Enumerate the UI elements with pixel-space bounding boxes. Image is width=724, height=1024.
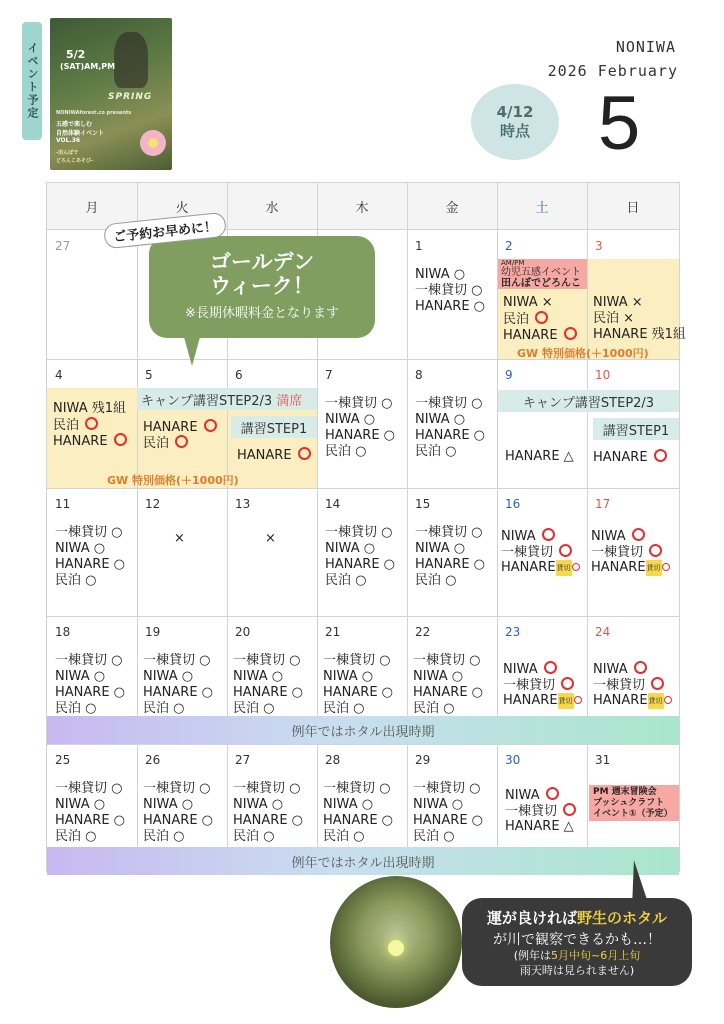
day-number: 22 [415, 625, 431, 639]
day-number: 10 [595, 368, 611, 382]
day-number: 21 [325, 625, 341, 639]
day-4-hanare [53, 433, 127, 450]
day-8-ittou: 一棟貸切 ○ [415, 396, 483, 411]
day-20-hanare: HANARE ○ [233, 685, 304, 700]
available-circle-icon [649, 544, 662, 557]
day-number: 8 [415, 368, 423, 382]
available-circle-icon [654, 449, 667, 462]
label: NIWA [593, 662, 628, 677]
day-23-hanare [503, 693, 582, 709]
day-4-minpaku [53, 417, 98, 434]
weekday-fri: 金 [407, 183, 498, 230]
poster-line2: 自然体験イベント [56, 130, 105, 137]
label: HANARE [143, 420, 198, 435]
available-circle-icon [564, 327, 577, 340]
day-2-minpaku [503, 311, 548, 328]
day-20-ittou: 一棟貸切 ○ [233, 653, 301, 668]
day-15-hanare: HANARE ○ [415, 557, 486, 572]
label: 一棟貸切 [505, 804, 558, 819]
day-6-hanare [237, 447, 311, 464]
day-2-hanare [503, 327, 577, 344]
day-24-hanare [593, 693, 672, 709]
highlight: 野生のホタル [577, 909, 668, 927]
label: 一棟貸切 [593, 678, 646, 693]
day-number: 5 [145, 368, 153, 382]
label: HANARE [53, 434, 108, 449]
day-number: 31 [595, 753, 611, 767]
day-25-minpaku: 民泊 ○ [55, 829, 97, 844]
course-step1-band[interactable]: 講習STEP1 [593, 418, 679, 440]
label: HANARE [591, 560, 646, 575]
day-number: 6 [235, 368, 243, 382]
weekday-mon: 月 [47, 183, 138, 230]
available-circle-icon [634, 661, 647, 674]
event-time: AM/PM [501, 259, 525, 267]
day-16-hanare [501, 560, 580, 576]
kashikiri-badge: 貸切 [558, 693, 574, 709]
available-circle-icon [535, 311, 548, 324]
available-circle-icon [651, 677, 664, 690]
available-circle-icon [664, 696, 672, 704]
day-4-niwa: NIWA 残1組 [53, 401, 126, 416]
day-number: 4 [55, 368, 63, 382]
weekday-tue: 火 [137, 183, 228, 230]
day-16-ittou [501, 544, 572, 561]
brand-name: NONIWA [615, 38, 676, 56]
day-28-hanare: HANARE ○ [323, 813, 394, 828]
day-26-hanare: HANARE ○ [143, 813, 214, 828]
kashikiri-badge: 貸切 [648, 693, 664, 709]
event-title: PM 週末冒険会 [593, 787, 657, 797]
day-number: 27 [55, 239, 71, 253]
text: 雨天時は見られません) [519, 964, 635, 977]
day-number: 9 [505, 368, 513, 382]
grid-line [47, 744, 679, 745]
label: 民泊 [503, 312, 530, 327]
day-5-hanare [143, 419, 217, 436]
poster-line5: どろんこあそび- [56, 158, 94, 164]
day-8-hanare: HANARE ○ [415, 428, 486, 443]
firefly-bubble-line3 [462, 948, 692, 978]
day-15-minpaku: 民泊 ○ [415, 573, 457, 588]
event-subtitle: 田んぼでどろんこ [501, 278, 581, 289]
weekday-sun: 日 [587, 183, 679, 230]
day-14-niwa: NIWA ○ [325, 541, 376, 556]
day-number: 27 [235, 753, 251, 767]
highlight: 5月中旬~6月上旬 [551, 949, 641, 962]
day-11-hanare: HANARE ○ [55, 557, 126, 572]
firefly-glow [388, 940, 404, 956]
firefly-season-band: 例年ではホタル出現時期 [47, 716, 679, 744]
day-3-minpaku: 民泊 × [593, 311, 635, 326]
badge-date: 4/12 [496, 103, 534, 121]
label: HANARE [501, 560, 556, 575]
day-7-hanare: HANARE ○ [325, 428, 396, 443]
grid-line [137, 183, 138, 871]
weekday-sat: 土 [497, 183, 588, 230]
weekday-thu: 木 [317, 183, 408, 230]
label: HANARE [503, 693, 558, 708]
day-number: 14 [325, 497, 341, 511]
gw-bubble-note: ※長期休暇料金となります [185, 306, 339, 321]
label: 一棟貸切 [501, 545, 554, 560]
event-title: 幼児五感イベント [501, 267, 581, 278]
day-14-ittou: 一棟貸切 ○ [325, 525, 393, 540]
day-19-hanare: HANARE ○ [143, 685, 214, 700]
available-circle-icon [204, 419, 217, 432]
available-circle-icon [298, 447, 311, 460]
gw-price-label: GW 特別価格(＋1000円) [107, 474, 239, 487]
day-17-niwa [591, 528, 645, 545]
weekday-wed: 水 [227, 183, 318, 230]
day-24-ittou [593, 677, 664, 694]
label: 一棟貸切 [503, 678, 556, 693]
day-18-minpaku: 民泊 ○ [55, 701, 97, 716]
day-21-hanare: HANARE ○ [323, 685, 394, 700]
label: 民泊 [143, 436, 170, 451]
available-circle-icon [85, 417, 98, 430]
day-21-ittou: 一棟貸切 ○ [323, 653, 391, 668]
label: HANARE [593, 450, 648, 465]
day-8-minpaku: 民泊 ○ [415, 444, 457, 459]
day-1-niwa: NIWA ○ [415, 267, 466, 282]
firefly-season-band: 例年ではホタル出現時期 [47, 847, 679, 875]
day-22-hanare: HANARE ○ [413, 685, 484, 700]
camp-course-band[interactable] [137, 388, 317, 410]
day-21-niwa: NIWA ○ [323, 669, 374, 684]
day-7-minpaku: 民泊 ○ [325, 444, 367, 459]
event-subtitle: ブッシュクラフト [593, 798, 665, 808]
day-29-minpaku: 民泊 ○ [413, 829, 455, 844]
available-circle-icon [546, 787, 559, 800]
day-19-niwa: NIWA ○ [143, 669, 194, 684]
day-26-minpaku: 民泊 ○ [143, 829, 185, 844]
day-12-closed: × [174, 531, 185, 546]
day-22-minpaku: 民泊 ○ [413, 701, 455, 716]
day-17-hanare [591, 560, 670, 576]
day-10-hanare [593, 449, 667, 466]
label: 民泊 [53, 418, 80, 433]
day-number: 13 [235, 497, 251, 511]
available-circle-icon [542, 528, 555, 541]
camp-course-label: キャンプ講習STEP2/3 [141, 393, 273, 409]
available-circle-icon [632, 528, 645, 541]
day-15-niwa: NIWA ○ [415, 541, 466, 556]
day-27-hanare: HANARE ○ [233, 813, 304, 828]
kashikiri-badge: 貸切 [556, 560, 572, 576]
year-month: 2026 February [547, 62, 678, 80]
available-circle-icon [544, 661, 557, 674]
day-26-ittou: 一棟貸切 ○ [143, 781, 211, 796]
grid-line [47, 488, 679, 489]
poster-photo-child [114, 32, 148, 88]
day-number: 26 [145, 753, 161, 767]
day-26-niwa: NIWA ○ [143, 797, 194, 812]
label: NIWA [591, 529, 626, 544]
event-poster[interactable] [50, 18, 172, 170]
day-30-ittou [505, 803, 576, 820]
day-number: 15 [415, 497, 431, 511]
day-22-ittou: 一棟貸切 ○ [413, 653, 481, 668]
status-badge [471, 84, 559, 160]
event-note: イベント①（予定） [593, 809, 673, 819]
day-23-niwa [503, 661, 557, 678]
label: NIWA [505, 788, 540, 803]
label: 一棟貸切 [591, 545, 644, 560]
gw-bubble-title [149, 250, 375, 298]
course-step1-band[interactable]: 講習STEP1 [231, 416, 317, 438]
day-14-hanare: HANARE ○ [325, 557, 396, 572]
camp-course-band[interactable]: キャンプ講習STEP2/3 [498, 390, 679, 412]
day-number: 2 [505, 239, 513, 253]
day-22-niwa: NIWA ○ [413, 669, 464, 684]
day-number: 11 [55, 497, 71, 511]
day-7-niwa: NIWA ○ [325, 412, 376, 427]
day-number: 7 [325, 368, 333, 382]
day-number: 30 [505, 753, 521, 767]
day-8-niwa: NIWA ○ [415, 412, 466, 427]
day-3-hanare: HANARE 残1組 [593, 327, 686, 342]
gw-title-line2: ウィーク！ [210, 274, 314, 298]
day-21-minpaku: 民泊 ○ [323, 701, 365, 716]
day-25-niwa: NIWA ○ [55, 797, 106, 812]
day-23-ittou [503, 677, 574, 694]
day-29-niwa: NIWA ○ [413, 797, 464, 812]
label: HANARE [503, 328, 558, 343]
day-number: 20 [235, 625, 251, 639]
day-number: 24 [595, 625, 611, 639]
day-number: 1 [415, 239, 423, 253]
full-label: 満席 [276, 393, 303, 409]
available-circle-icon [563, 803, 576, 816]
grid-line [587, 183, 588, 871]
month-number: 5 [598, 81, 641, 166]
poster-presents: NONIWAforest.co presents [56, 110, 132, 116]
flower-icon [140, 130, 166, 156]
day-11-niwa: NIWA ○ [55, 541, 106, 556]
badge-label: 時点 [499, 122, 530, 140]
firefly-bubble-line1 [462, 907, 692, 928]
day-number: 12 [145, 497, 161, 511]
day-14-minpaku: 民泊 ○ [325, 573, 367, 588]
day-28-ittou: 一棟貸切 ○ [323, 781, 391, 796]
event-schedule-tag: イベント予定 [22, 22, 42, 140]
label: NIWA [503, 662, 538, 677]
day-7-ittou: 一棟貸切 ○ [325, 396, 393, 411]
available-circle-icon [114, 433, 127, 446]
day-30-niwa [505, 787, 559, 804]
available-circle-icon [559, 544, 572, 557]
poster-line1: 五感で楽しむ [56, 121, 93, 128]
day-3-niwa: NIWA × [593, 295, 643, 310]
poster-line4: -田んぼで [56, 150, 79, 156]
available-circle-icon [572, 563, 580, 571]
gw-price-label: GW 特別価格(＋1000円) [517, 347, 649, 360]
day-18-niwa: NIWA ○ [55, 669, 106, 684]
day-30-hanare: HANARE △ [505, 819, 574, 834]
label: HANARE [237, 448, 292, 463]
day-number: 18 [55, 625, 71, 639]
day-20-niwa: NIWA ○ [233, 669, 284, 684]
day-27-ittou: 一棟貸切 ○ [233, 781, 301, 796]
available-circle-icon [175, 435, 188, 448]
day-number: 3 [595, 239, 603, 253]
day-16-niwa [501, 528, 555, 545]
firefly-photo [330, 876, 462, 1008]
grid-line [407, 183, 408, 871]
day-number: 16 [505, 497, 521, 511]
day-18-hanare: HANARE ○ [55, 685, 126, 700]
day-11-ittou: 一棟貸切 ○ [55, 525, 123, 540]
day-29-hanare: HANARE ○ [413, 813, 484, 828]
available-circle-icon [561, 677, 574, 690]
kashikiri-badge: 貸切 [646, 560, 662, 576]
day-17-ittou [591, 544, 662, 561]
day-number: 19 [145, 625, 161, 639]
day-27-niwa: NIWA ○ [233, 797, 284, 812]
available-circle-icon [574, 696, 582, 704]
day-2-niwa: NIWA × [503, 295, 553, 310]
grid-line [47, 616, 679, 617]
day-27-minpaku: 民泊 ○ [233, 829, 275, 844]
day-11-minpaku: 民泊 ○ [55, 573, 97, 588]
label: HANARE [593, 693, 648, 708]
day-number: 23 [505, 625, 521, 639]
firefly-bubble-line2: が川で観察できるかも…！ [493, 932, 661, 948]
day-18-ittou: 一棟貸切 ○ [55, 653, 123, 668]
label: NIWA [501, 529, 536, 544]
text: 運が良ければ [486, 909, 577, 927]
day-24-niwa [593, 661, 647, 678]
day-number: 29 [415, 753, 431, 767]
gw-bubble-tail [182, 330, 202, 366]
reserve-early-tag: ご予約お早めに！ [103, 212, 227, 250]
day-19-ittou: 一棟貸切 ○ [143, 653, 211, 668]
grid-line [497, 183, 498, 871]
day-1-ittou: 一棟貸切 ○ [415, 283, 483, 298]
day-1-hanare: HANARE ○ [415, 299, 486, 314]
text: (例年は [513, 949, 552, 962]
day-number: 17 [595, 497, 611, 511]
poster-date: 5/2 [66, 48, 86, 61]
day-9-hanare: HANARE △ [505, 449, 574, 464]
day-19-minpaku: 民泊 ○ [143, 701, 185, 716]
day-29-ittou: 一棟貸切 ○ [413, 781, 481, 796]
gw-title-line1: ゴールデン [209, 250, 315, 274]
day-13-closed: × [265, 531, 276, 546]
day-15-ittou: 一棟貸切 ○ [415, 525, 483, 540]
day-5-minpaku [143, 435, 188, 452]
day-25-hanare: HANARE ○ [55, 813, 126, 828]
day-28-minpaku: 民泊 ○ [323, 829, 365, 844]
day-number: 25 [55, 753, 71, 767]
day-28-niwa: NIWA ○ [323, 797, 374, 812]
day-number: 28 [325, 753, 341, 767]
available-circle-icon [662, 563, 670, 571]
poster-spring: SPRING [108, 92, 153, 102]
poster-line3: VOL.36 [56, 137, 81, 144]
poster-date-sub: (SAT)AM,PM [60, 62, 116, 71]
day-20-minpaku: 民泊 ○ [233, 701, 275, 716]
day-25-ittou: 一棟貸切 ○ [55, 781, 123, 796]
